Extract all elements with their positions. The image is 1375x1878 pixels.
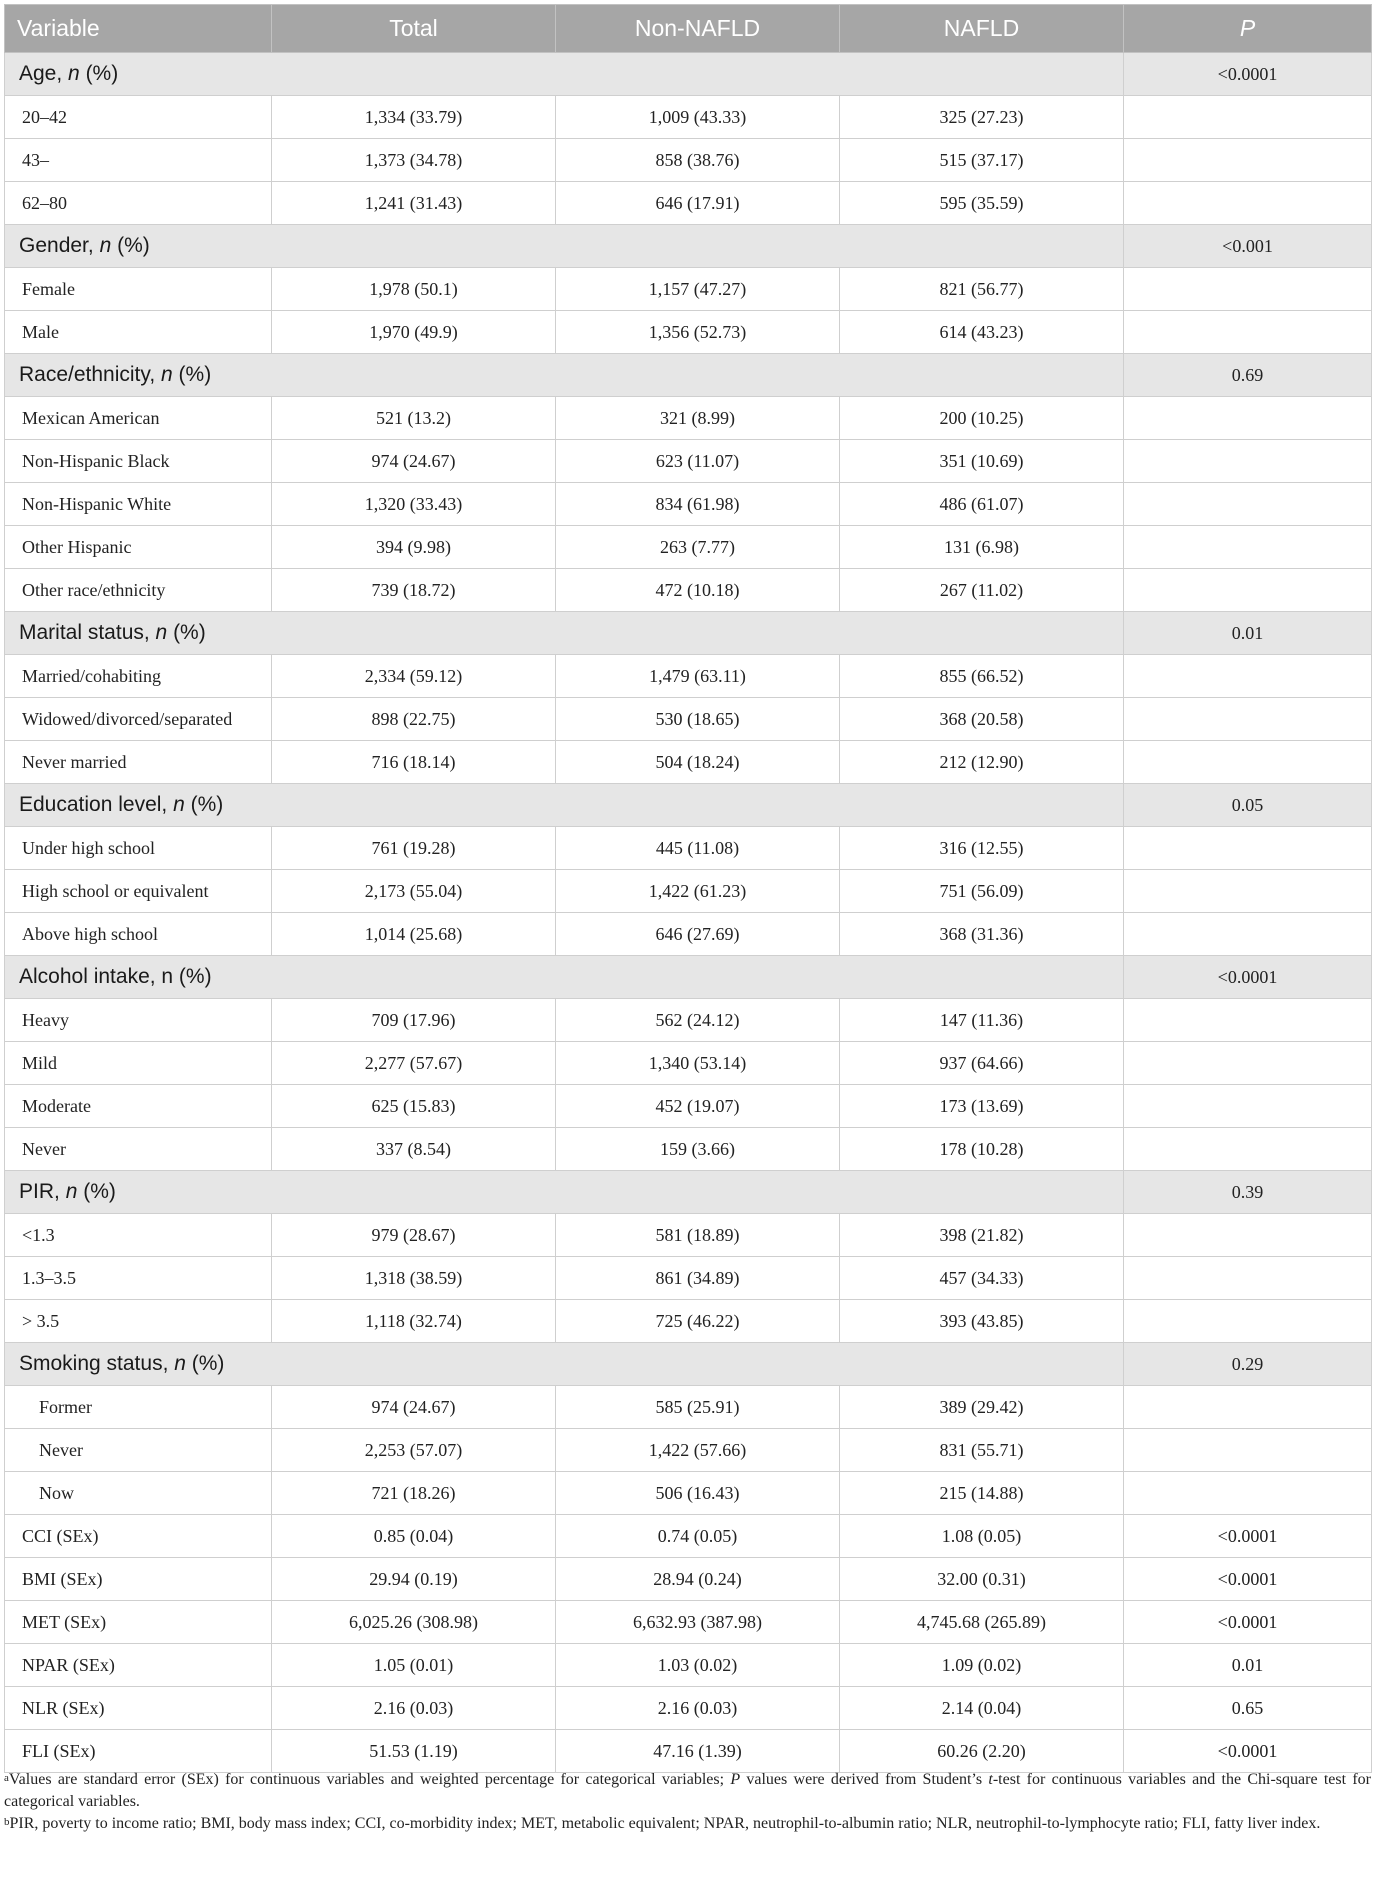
- cell-nafld: 316 (12.55): [840, 827, 1124, 870]
- table-row: [5, 741, 1372, 784]
- section-p-value: <0.001: [1124, 225, 1372, 268]
- table-row: [5, 1386, 1372, 1429]
- cell-non-nafld: 321 (8.99): [556, 397, 840, 440]
- cell-nafld: 60.26 (2.20): [840, 1730, 1124, 1773]
- cell-non-nafld: 0.74 (0.05): [556, 1515, 840, 1558]
- row-label: Former: [5, 1386, 272, 1429]
- section-label-text: Alcohol intake, n (%): [19, 965, 212, 988]
- cell-nafld: 831 (55.71): [840, 1429, 1124, 1472]
- header-total: Total: [272, 5, 556, 53]
- cell-non-nafld: 1,479 (63.11): [556, 655, 840, 698]
- cell-p-value: [1124, 182, 1372, 225]
- header-nafld: NAFLD: [840, 5, 1124, 53]
- header-p-label: P: [1239, 15, 1256, 41]
- section-label-text: Gender,: [19, 234, 100, 257]
- section-label-suffix: (%): [77, 1180, 116, 1203]
- cell-total: 337 (8.54): [272, 1128, 556, 1171]
- cell-total: 2,253 (57.07): [272, 1429, 556, 1472]
- cell-p-value: [1124, 311, 1372, 354]
- cell-non-nafld: 47.16 (1.39): [556, 1730, 840, 1773]
- cell-p-value: <0.0001: [1124, 1601, 1372, 1644]
- header-row: [5, 5, 1372, 53]
- table-row: [5, 397, 1372, 440]
- cell-non-nafld: 1,009 (43.33): [556, 96, 840, 139]
- footnote-b-mark: b: [4, 1816, 10, 1828]
- cell-nafld: 1.09 (0.02): [840, 1644, 1124, 1687]
- cell-p-value: [1124, 827, 1372, 870]
- table-row: [5, 1128, 1372, 1171]
- cell-nafld: 368 (31.36): [840, 913, 1124, 956]
- cell-nafld: 751 (56.09): [840, 870, 1124, 913]
- table-row: [5, 1730, 1372, 1773]
- cell-nafld: 131 (6.98): [840, 526, 1124, 569]
- cell-nafld: 368 (20.58): [840, 698, 1124, 741]
- row-label: 62–80: [5, 182, 272, 225]
- cell-p-value: [1124, 1472, 1372, 1515]
- cell-total: 898 (22.75): [272, 698, 556, 741]
- table-row: [5, 96, 1372, 139]
- section-label-text: Age,: [19, 62, 69, 85]
- cell-nafld: 855 (66.52): [840, 655, 1124, 698]
- baseline-characteristics-table: [4, 4, 1372, 1773]
- row-label: Other race/ethnicity: [5, 569, 272, 612]
- cell-nafld: 2.14 (0.04): [840, 1687, 1124, 1730]
- table-row: [5, 1042, 1372, 1085]
- cell-nafld: 212 (12.90): [840, 741, 1124, 784]
- footnote-a: [4, 1769, 1371, 1813]
- cell-non-nafld: 6,632.93 (387.98): [556, 1601, 840, 1644]
- cell-nafld: 398 (21.82): [840, 1214, 1124, 1257]
- cell-nafld: 614 (43.23): [840, 311, 1124, 354]
- row-label: Under high school: [5, 827, 272, 870]
- cell-p-value: 0.65: [1124, 1687, 1372, 1730]
- cell-non-nafld: 1,157 (47.27): [556, 268, 840, 311]
- section-header-row: [5, 784, 1372, 827]
- cell-total: 1,118 (32.74): [272, 1300, 556, 1343]
- section-label-text: Race/ethnicity,: [19, 363, 162, 386]
- cell-nafld: 173 (13.69): [840, 1085, 1124, 1128]
- cell-total: 51.53 (1.19): [272, 1730, 556, 1773]
- section-label-unit: n: [173, 793, 185, 816]
- table-body: [5, 53, 1372, 1773]
- section-label-suffix: (%): [185, 1352, 225, 1375]
- header-variable: Variable: [5, 5, 272, 53]
- cell-total: 29.94 (0.19): [272, 1558, 556, 1601]
- cell-non-nafld: 585 (25.91): [556, 1386, 840, 1429]
- cell-nafld: 595 (35.59): [840, 182, 1124, 225]
- cell-nafld: 515 (37.17): [840, 139, 1124, 182]
- cell-nafld: 393 (43.85): [840, 1300, 1124, 1343]
- cell-p-value: [1124, 526, 1372, 569]
- row-label: High school or equivalent: [5, 870, 272, 913]
- row-label: > 3.5: [5, 1300, 272, 1343]
- cell-nafld: 147 (11.36): [840, 999, 1124, 1042]
- section-label: [5, 354, 1124, 397]
- cell-non-nafld: 159 (3.66): [556, 1128, 840, 1171]
- section-label: [5, 1343, 1124, 1386]
- cell-total: 0.85 (0.04): [272, 1515, 556, 1558]
- cell-total: 2,277 (57.67): [272, 1042, 556, 1085]
- table-row: [5, 139, 1372, 182]
- cell-non-nafld: 646 (17.91): [556, 182, 840, 225]
- cell-non-nafld: 858 (38.76): [556, 139, 840, 182]
- cell-non-nafld: 623 (11.07): [556, 440, 840, 483]
- cell-total: 1,241 (31.43): [272, 182, 556, 225]
- section-header-row: [5, 1171, 1372, 1214]
- cell-non-nafld: 452 (19.07): [556, 1085, 840, 1128]
- cell-p-value: [1124, 1257, 1372, 1300]
- section-p-value: <0.0001: [1124, 956, 1372, 999]
- cell-nafld: 200 (10.25): [840, 397, 1124, 440]
- section-label-unit: n: [68, 62, 80, 85]
- table-row: [5, 1085, 1372, 1128]
- cell-non-nafld: 562 (24.12): [556, 999, 840, 1042]
- footnote-a-t-letter: t: [988, 1771, 993, 1788]
- table-row: [5, 268, 1372, 311]
- section-label-text: PIR,: [19, 1180, 66, 1203]
- cell-non-nafld: 646 (27.69): [556, 913, 840, 956]
- footnotes: [4, 1769, 1371, 1835]
- cell-total: 1,978 (50.1): [272, 268, 556, 311]
- row-label: Non-Hispanic Black: [5, 440, 272, 483]
- section-label-suffix: (%): [167, 621, 206, 644]
- header-p: [1124, 5, 1372, 53]
- cell-nafld: 215 (14.88): [840, 1472, 1124, 1515]
- cell-non-nafld: 263 (7.77): [556, 526, 840, 569]
- cell-total: 2.16 (0.03): [272, 1687, 556, 1730]
- row-label: NPAR (SEx): [5, 1644, 272, 1687]
- row-label: 1.3–3.5: [5, 1257, 272, 1300]
- section-label-text: Marital status,: [19, 621, 156, 644]
- cell-non-nafld: 1,356 (52.73): [556, 311, 840, 354]
- cell-total: 2,173 (55.04): [272, 870, 556, 913]
- row-label: Heavy: [5, 999, 272, 1042]
- table-row: [5, 698, 1372, 741]
- cell-p-value: [1124, 139, 1372, 182]
- footnote-b-text: PIR, poverty to income ratio; BMI, body mass index; CCI, co-morbidity index; MET, metabolic equivalent; NPAR, neutrophil-to-albumin ratio; NLR, neutrophil-to-lymphocyte ratio; FLI, fatty liver index.: [9, 1815, 1321, 1832]
- cell-total: 979 (28.67): [272, 1214, 556, 1257]
- cell-p-value: [1124, 1214, 1372, 1257]
- row-label: Never: [5, 1429, 272, 1472]
- section-label-unit: n: [155, 621, 168, 644]
- cell-nafld: 937 (64.66): [840, 1042, 1124, 1085]
- table-row: [5, 1429, 1372, 1472]
- cell-total: 1,970 (49.9): [272, 311, 556, 354]
- footnote-a-text-after: -test for continuous variables and the Chi-square test for categorical variables.: [4, 1771, 1371, 1810]
- cell-p-value: <0.0001: [1124, 1558, 1372, 1601]
- cell-total: 974 (24.67): [272, 1386, 556, 1429]
- cell-p-value: [1124, 96, 1372, 139]
- row-label: <1.3: [5, 1214, 272, 1257]
- cell-non-nafld: 28.94 (0.24): [556, 1558, 840, 1601]
- row-label: Non-Hispanic White: [5, 483, 272, 526]
- footnote-b: [4, 1813, 1371, 1835]
- row-label: MET (SEx): [5, 1601, 272, 1644]
- row-label: Never married: [5, 741, 272, 784]
- table-row: [5, 1687, 1372, 1730]
- table-row: [5, 1214, 1372, 1257]
- cell-nafld: 267 (11.02): [840, 569, 1124, 612]
- cell-nafld: 1.08 (0.05): [840, 1515, 1124, 1558]
- cell-non-nafld: 472 (10.18): [556, 569, 840, 612]
- section-label-unit: n: [161, 363, 173, 386]
- table-row: [5, 655, 1372, 698]
- cell-p-value: [1124, 1386, 1372, 1429]
- section-header-row: [5, 1343, 1372, 1386]
- cell-total: 2,334 (59.12): [272, 655, 556, 698]
- cell-nafld: 486 (61.07): [840, 483, 1124, 526]
- table-row: [5, 1558, 1372, 1601]
- section-label-text: Education level,: [19, 793, 174, 816]
- row-label: NLR (SEx): [5, 1687, 272, 1730]
- section-label-suffix: (%): [79, 62, 119, 85]
- row-label: Female: [5, 268, 272, 311]
- cell-p-value: [1124, 655, 1372, 698]
- row-label: Mild: [5, 1042, 272, 1085]
- cell-non-nafld: 445 (11.08): [556, 827, 840, 870]
- cell-p-value: [1124, 698, 1372, 741]
- table-row: [5, 311, 1372, 354]
- cell-p-value: [1124, 1429, 1372, 1472]
- row-label: Mexican American: [5, 397, 272, 440]
- row-label: Widowed/divorced/separated: [5, 698, 272, 741]
- table-row: [5, 913, 1372, 956]
- row-label: Married/cohabiting: [5, 655, 272, 698]
- section-p-value: 0.01: [1124, 612, 1372, 655]
- section-header-row: [5, 53, 1372, 96]
- table-row: [5, 569, 1372, 612]
- section-header-row: [5, 225, 1372, 268]
- cell-p-value: [1124, 1300, 1372, 1343]
- section-label: [5, 612, 1124, 655]
- cell-nafld: 325 (27.23): [840, 96, 1124, 139]
- table-row: [5, 999, 1372, 1042]
- row-label: Now: [5, 1472, 272, 1515]
- table-row: [5, 1257, 1372, 1300]
- table-row: [5, 1515, 1372, 1558]
- cell-non-nafld: 581 (18.89): [556, 1214, 840, 1257]
- row-label: Moderate: [5, 1085, 272, 1128]
- cell-total: 709 (17.96): [272, 999, 556, 1042]
- cell-total: 721 (18.26): [272, 1472, 556, 1515]
- section-label-unit: n: [99, 234, 112, 257]
- cell-total: 739 (18.72): [272, 569, 556, 612]
- section-label: [5, 784, 1124, 827]
- row-label: Other Hispanic: [5, 526, 272, 569]
- cell-p-value: [1124, 913, 1372, 956]
- cell-nafld: 457 (34.33): [840, 1257, 1124, 1300]
- cell-non-nafld: 1,422 (61.23): [556, 870, 840, 913]
- cell-p-value: [1124, 569, 1372, 612]
- cell-total: 1,373 (34.78): [272, 139, 556, 182]
- header-non-nafld: Non-NAFLD: [556, 5, 840, 53]
- cell-total: 394 (9.98): [272, 526, 556, 569]
- cell-p-value: [1124, 1042, 1372, 1085]
- cell-non-nafld: 861 (34.89): [556, 1257, 840, 1300]
- row-label: FLI (SEx): [5, 1730, 272, 1773]
- cell-p-value: [1124, 1128, 1372, 1171]
- row-label: Male: [5, 311, 272, 354]
- cell-nafld: 821 (56.77): [840, 268, 1124, 311]
- table-row: [5, 1601, 1372, 1644]
- cell-p-value: [1124, 268, 1372, 311]
- cell-p-value: [1124, 440, 1372, 483]
- section-p-value: <0.0001: [1124, 53, 1372, 96]
- cell-p-value: [1124, 1085, 1372, 1128]
- cell-p-value: [1124, 397, 1372, 440]
- cell-p-value: <0.0001: [1124, 1730, 1372, 1773]
- cell-total: 1.05 (0.01): [272, 1644, 556, 1687]
- section-label: [5, 956, 1124, 999]
- section-header-row: [5, 354, 1372, 397]
- cell-p-value: [1124, 483, 1372, 526]
- row-label: Above high school: [5, 913, 272, 956]
- cell-non-nafld: 1.03 (0.02): [556, 1644, 840, 1687]
- table-row: [5, 526, 1372, 569]
- cell-p-value: [1124, 741, 1372, 784]
- table-row: [5, 440, 1372, 483]
- cell-p-value: [1124, 999, 1372, 1042]
- section-label-suffix: (%): [184, 793, 224, 816]
- cell-non-nafld: 834 (61.98): [556, 483, 840, 526]
- table-row: [5, 827, 1372, 870]
- section-label-suffix: (%): [111, 234, 150, 257]
- row-label: 20–42: [5, 96, 272, 139]
- section-header-row: [5, 956, 1372, 999]
- cell-total: 1,014 (25.68): [272, 913, 556, 956]
- footnote-a-mark: a: [4, 1772, 9, 1784]
- cell-total: 761 (19.28): [272, 827, 556, 870]
- row-label: Never: [5, 1128, 272, 1171]
- section-label: [5, 225, 1124, 268]
- cell-p-value: [1124, 870, 1372, 913]
- cell-p-value: 0.01: [1124, 1644, 1372, 1687]
- cell-p-value: <0.0001: [1124, 1515, 1372, 1558]
- cell-non-nafld: 506 (16.43): [556, 1472, 840, 1515]
- footnote-a-p-letter: P: [730, 1771, 741, 1788]
- cell-nafld: 389 (29.42): [840, 1386, 1124, 1429]
- section-label: [5, 53, 1124, 96]
- cell-total: 521 (13.2): [272, 397, 556, 440]
- row-label: 43–: [5, 139, 272, 182]
- section-label-text: Smoking status,: [19, 1352, 175, 1375]
- table-row: [5, 870, 1372, 913]
- section-p-value: 0.05: [1124, 784, 1372, 827]
- cell-nafld: 178 (10.28): [840, 1128, 1124, 1171]
- cell-nafld: 32.00 (0.31): [840, 1558, 1124, 1601]
- table-row: [5, 1300, 1372, 1343]
- section-p-value: 0.39: [1124, 1171, 1372, 1214]
- cell-total: 6,025.26 (308.98): [272, 1601, 556, 1644]
- footnote-a-text-mid: values were derived from Student’s: [740, 1771, 989, 1788]
- table-row: [5, 1644, 1372, 1687]
- cell-total: 1,334 (33.79): [272, 96, 556, 139]
- row-label: CCI (SEx): [5, 1515, 272, 1558]
- row-label: BMI (SEx): [5, 1558, 272, 1601]
- cell-nafld: 4,745.68 (265.89): [840, 1601, 1124, 1644]
- footnote-a-text-before: Values are standard error (SEx) for continuous variables and weighted percentage for categorical variables;: [8, 1771, 731, 1788]
- cell-total: 974 (24.67): [272, 440, 556, 483]
- cell-non-nafld: 530 (18.65): [556, 698, 840, 741]
- section-p-value: 0.69: [1124, 354, 1372, 397]
- cell-non-nafld: 1,340 (53.14): [556, 1042, 840, 1085]
- table-row: [5, 1472, 1372, 1515]
- cell-total: 1,318 (38.59): [272, 1257, 556, 1300]
- section-label-suffix: (%): [172, 363, 212, 386]
- cell-total: 625 (15.83): [272, 1085, 556, 1128]
- table-row: [5, 483, 1372, 526]
- section-p-value: 0.29: [1124, 1343, 1372, 1386]
- cell-total: 1,320 (33.43): [272, 483, 556, 526]
- section-header-row: [5, 612, 1372, 655]
- cell-total: 716 (18.14): [272, 741, 556, 784]
- section-label: [5, 1171, 1124, 1214]
- cell-non-nafld: 2.16 (0.03): [556, 1687, 840, 1730]
- cell-non-nafld: 504 (18.24): [556, 741, 840, 784]
- section-label-unit: n: [174, 1352, 186, 1375]
- section-label-unit: n: [65, 1180, 78, 1203]
- table-row: [5, 182, 1372, 225]
- cell-non-nafld: 725 (46.22): [556, 1300, 840, 1343]
- cell-nafld: 351 (10.69): [840, 440, 1124, 483]
- cell-non-nafld: 1,422 (57.66): [556, 1429, 840, 1472]
